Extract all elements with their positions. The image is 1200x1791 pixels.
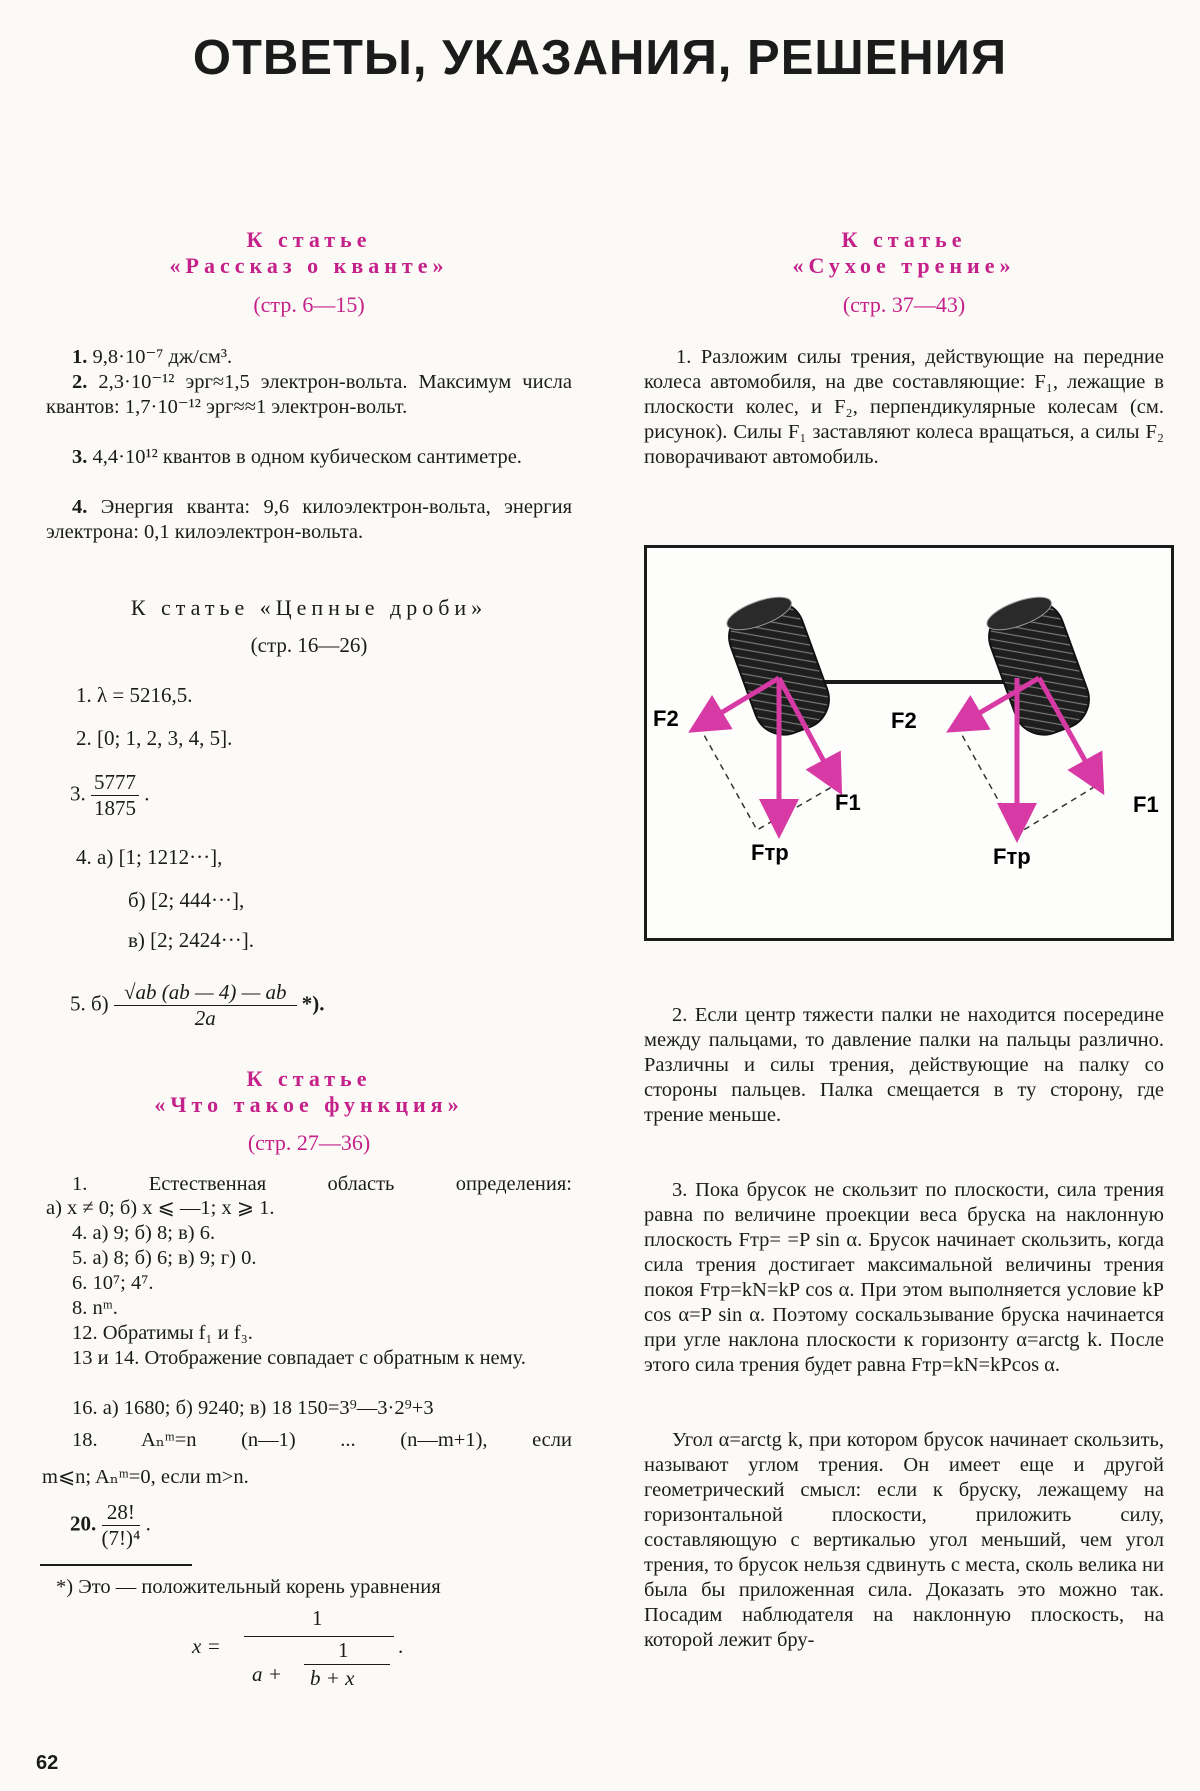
answer-item: а) x ≠ 0; б) x ⩽ —1; x ⩾ 1. bbox=[46, 1197, 275, 1219]
section-heading-title: «Рассказ о кванте» bbox=[169, 253, 449, 278]
answer-paragraph: 3. Пока брусок не скользит по плоскости, сила трения равна по величине проекции веса бруска на наклонную плоскость Fтр= =P sin α. Брусок начинает скользить, когда сила трения достигает максимальной величины трения покоя Fтр=kN=kP cos α. При этом выполняется условие kP cos α=P sin α. Поэтому соскальзывание бруска начинается при угле наклона плоскости к горизонту α=arctg k. После этого сила трения будет равна Fтр=kN=kPcos α. bbox=[644, 1179, 1164, 1376]
answer-item: 20. $\frac{28!}{\text{(7!)⁴}}$ . bbox=[70, 1500, 151, 1550]
page-title: ОТВЕТЫ, УКАЗАНИЯ, РЕШЕНИЯ bbox=[192, 31, 1008, 85]
answer-item: б) [2; 444···], bbox=[128, 888, 245, 912]
answer-item: 13 и 14. Отображение совпадает с обратным к нему. bbox=[72, 1347, 526, 1369]
footnote-rule bbox=[40, 1564, 192, 1566]
footnote-x: x = bbox=[192, 1634, 221, 1658]
answer-item: 3. $\frac{5777}{1875}$ . bbox=[70, 770, 150, 820]
answer-item: 4. а) 9; б) 8; в) 6. bbox=[72, 1222, 216, 1244]
answer-item: 6. 10⁷; 4⁷. bbox=[72, 1272, 154, 1294]
answer-paragraph: Угол α=arctg k, при котором брусок начинает скользить, называют углом трения. Он имеет еще и другой геометрический смысл: если к бруску, лежащему на горизонтальной плоскости, приложить силу, составляющую с вертикалью угол меньший, чем угол трения, то брусок нельзя сдвинуть с места, сколь велика ни была бы приложенная сила. Доказать это можно так. Посадим наблюдателя на наклонную плоскость, на которой лежит бру- bbox=[644, 1429, 1164, 1651]
footnote-one: 1 bbox=[312, 1606, 323, 1630]
page-number: 62 bbox=[36, 1752, 59, 1774]
label-f1-left: F1 bbox=[835, 790, 861, 815]
fraction-bar bbox=[244, 1636, 394, 1637]
footnote-a: a + bbox=[252, 1662, 282, 1686]
footnote-text: *) Это — положительный корень уравнения bbox=[56, 1576, 441, 1598]
answer-item: 18. Aₙᵐ=n (n—1) ... (n—m+1), если bbox=[72, 1429, 572, 1451]
right-wheel bbox=[979, 589, 1097, 743]
label-f2-left: F2 bbox=[653, 706, 679, 731]
section-pages: (стр. 6—15) bbox=[253, 292, 365, 317]
label-f1-right: F1 bbox=[1133, 792, 1159, 817]
answer-item: 5. а) 8; б) 6; в) 9; г) 0. bbox=[72, 1247, 257, 1269]
answer-item: 3. 4,4·10¹² квантов в одном кубическом сантиметре. bbox=[72, 446, 522, 468]
footnote-bx: b + x bbox=[310, 1666, 355, 1690]
answer-item: 4. Энергия кванта: 9,6 килоэлектрон-вольта, энергия электрона: 0,1 килоэлектрон-вольта. bbox=[46, 496, 572, 543]
answer-item: 1. Естественная область определения: bbox=[72, 1173, 572, 1195]
section-heading: К статье bbox=[246, 1066, 372, 1091]
answer-paragraph: 2. Если центр тяжести палки не находится посередине между пальцами, то давление палки на пальцы различно. Различны и силы трения, действующие на палку со стороны пальцев. Палка смещается в ту сторону, где трение меньше. bbox=[644, 1004, 1164, 1126]
answer-paragraph: 1. Разложим силы трения, действующие на передние колеса автомобиля, на две составляющие: F₁, лежащие в плоскости колес, и F₂, перпендикулярные колесам (см. рисунок). Силы F₁ заставляют колеса вращаться, а силы F₂ поворачивают автомобиль. bbox=[644, 346, 1164, 468]
answer-item: 4. а) [1; 1212···], bbox=[76, 845, 223, 869]
dashed-construction bbox=[699, 726, 837, 830]
footnote-one2: 1 bbox=[338, 1638, 349, 1662]
label-ftr-right: Fтр bbox=[993, 844, 1031, 869]
label-f2-right: F2 bbox=[891, 708, 917, 733]
answer-item: 1. λ = 5216,5. bbox=[76, 683, 193, 707]
section-heading: К статье bbox=[246, 227, 372, 252]
answer-item: 12. Обратимы f₁ и f₃. bbox=[72, 1322, 253, 1344]
section-pages: (стр. 27—36) bbox=[247, 1130, 371, 1155]
answer-item: m⩽n; Aₙᵐ=0, если m>n. bbox=[42, 1466, 249, 1488]
section-heading: К статье bbox=[841, 227, 967, 252]
answer-item: 5. б) $\frac{√ab (ab — 4) — ab}{2a}$ *). bbox=[70, 980, 325, 1030]
section-heading-title: «Сухое трение» bbox=[792, 253, 1016, 278]
fraction-bar bbox=[304, 1664, 390, 1665]
label-ftr-left: Fтр bbox=[751, 840, 789, 865]
answer-item: 2. 2,3·10⁻¹² эрг≈1,5 электрон-вольта. Максимум числа квантов: 1,7·10⁻¹² эрг≈≈1 электрон-вольт. bbox=[46, 371, 572, 418]
answer-item: 2. [0; 1, 2, 3, 4, 5]. bbox=[76, 726, 233, 750]
answer-item: 16. а) 1680; б) 9240; в) 18 150=3⁹—3·2⁹+3 bbox=[72, 1397, 434, 1419]
answer-item: в) [2; 2424···]. bbox=[128, 928, 254, 952]
dashed-construction bbox=[957, 726, 1099, 834]
section-pages: (стр. 37—43) bbox=[842, 292, 966, 317]
section-heading-title: «Что такое функция» bbox=[154, 1092, 464, 1117]
section-pages: (стр. 16—26) bbox=[250, 633, 368, 657]
answer-item: 1. 9,8·10⁻⁷ дж/см³. bbox=[72, 346, 233, 368]
friction-diagram bbox=[647, 548, 1171, 938]
answer-item: 8. nᵐ. bbox=[72, 1297, 118, 1319]
friction-figure bbox=[644, 545, 1174, 941]
section-heading: К статье «Цепные дроби» bbox=[130, 595, 488, 620]
